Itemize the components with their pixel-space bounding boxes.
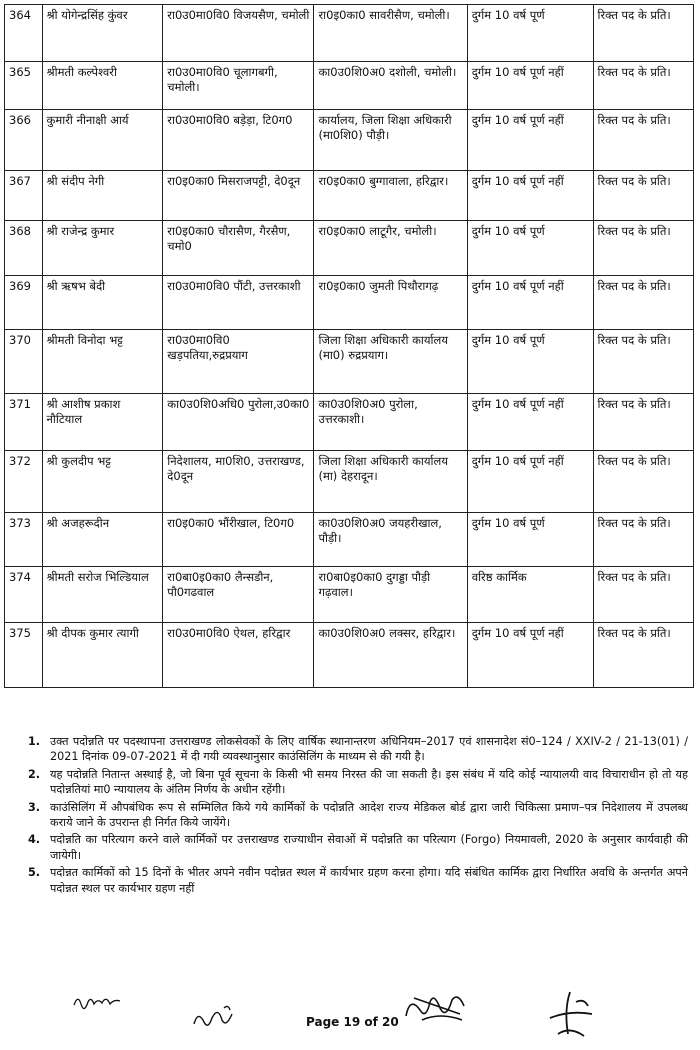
remark-cell: दुर्गम 10 वर्ष पूर्ण नहीं bbox=[467, 171, 593, 221]
new-posting-cell: जिला शिक्षा अधिकारी कार्यालय (मा) देहरादून। bbox=[314, 451, 467, 513]
vacancy-cell: रिक्त पद के प्रति। bbox=[593, 171, 694, 221]
table-row bbox=[5, 513, 694, 567]
table-row bbox=[5, 5, 694, 62]
current-posting-cell: रा0इ0का0 चौरासैण, गैरसैण, चमो0 bbox=[163, 221, 314, 276]
serial-cell: 369 bbox=[5, 276, 43, 330]
name-cell: श्री योगेन्द्रसिंह कुंवर bbox=[42, 5, 163, 62]
name-cell: श्री ऋषभ बेदी bbox=[42, 276, 163, 330]
note-number: 1. bbox=[28, 735, 41, 748]
vacancy-cell: रिक्त पद के प्रति। bbox=[593, 394, 694, 451]
current-posting-cell: रा0इ0का0 मिसराजपट्टी, दे0दून bbox=[163, 171, 314, 221]
new-posting-cell: का0उ0शि0अ0 लक्सर, हरिद्वार। bbox=[314, 623, 467, 688]
note-text: पदोन्नति का परित्याग करने वाले कार्मिकों पर उत्तराखण्ड राज्याधीन सेवाओं में पदोन्नति का परित्याग (Forgo) नियमावली, 2020 के अनुसार कार्यवाही की जायेगी। bbox=[50, 833, 688, 862]
vacancy-cell: रिक्त पद के प्रति। bbox=[593, 276, 694, 330]
current-posting-cell: का0उ0शि0अधि0 पुरोला,उ0का0 bbox=[163, 394, 314, 451]
name-cell: श्री संदीप नेगी bbox=[42, 171, 163, 221]
remark-cell: दुर्गम 10 वर्ष पूर्ण नहीं bbox=[467, 451, 593, 513]
signature-3 bbox=[400, 990, 470, 1026]
serial-cell: 374 bbox=[5, 567, 43, 623]
current-posting-cell: रा0उ0मा0वि0 चूलागबगी, चमोली। bbox=[163, 62, 314, 110]
remark-cell: दुर्गम 10 वर्ष पूर्ण bbox=[467, 221, 593, 276]
remark-cell: दुर्गम 10 वर्ष पूर्ण नहीं bbox=[467, 110, 593, 171]
note-text: उक्त पदोन्नति पर पदस्थापना उत्तराखण्ड लोकसेवकों के लिए वार्षिक स्थानान्तरण अधिनियम–2017 एवं शासनादेश सं0–124 / XXIV-2 / 21-13(01) / 2021 दिनांक 09-07-2021 में दी गयी व्यवस्थानुसार काउंसिलिंग के माध्यम से की गयी है। bbox=[50, 735, 688, 764]
new-posting-cell: रा0बा0इ0का0 दुगड्डा पौड़ी गढ़वाल। bbox=[314, 567, 467, 623]
serial-cell: 370 bbox=[5, 330, 43, 394]
serial-cell: 373 bbox=[5, 513, 43, 567]
note-item bbox=[28, 800, 688, 831]
new-posting-cell: कार्यालय, जिला शिक्षा अधिकारी (मा0शि0) पौड़ी। bbox=[314, 110, 467, 171]
page-number: Page 19 of 20 bbox=[306, 1015, 399, 1029]
serial-cell: 367 bbox=[5, 171, 43, 221]
name-cell: श्री आशीष प्रकाश नौटियाल bbox=[42, 394, 163, 451]
note-number: 3. bbox=[28, 800, 41, 814]
remark-cell: दुर्गम 10 वर्ष पूर्ण नहीं bbox=[467, 62, 593, 110]
current-posting-cell: रा0बा0इ0का0 लैन्सडौन, पौ0गढवाल bbox=[163, 567, 314, 623]
table-row bbox=[5, 330, 694, 394]
serial-cell: 366 bbox=[5, 110, 43, 171]
remark-cell: वरिष्ठ कार्मिक bbox=[467, 567, 593, 623]
current-posting-cell: रा0इ0का0 भौंरीखाल, टि0ग0 bbox=[163, 513, 314, 567]
current-posting-cell: रा0उ0मा0वि0 खड़पतिया,रुद्रप्रयाग bbox=[163, 330, 314, 394]
table-row bbox=[5, 276, 694, 330]
name-cell: श्रीमती विनोदा भट्ट bbox=[42, 330, 163, 394]
remark-cell: दुर्गम 10 वर्ष पूर्ण नहीं bbox=[467, 623, 593, 688]
vacancy-cell: रिक्त पद के प्रति। bbox=[593, 623, 694, 688]
note-item bbox=[28, 832, 688, 863]
current-posting-cell: रा0उ0मा0वि0 पौंटी, उत्तरकाशी bbox=[163, 276, 314, 330]
name-cell: श्रीमती सरोज भिल्डियाल bbox=[42, 567, 163, 623]
remark-cell: दुर्गम 10 वर्ष पूर्ण bbox=[467, 513, 593, 567]
new-posting-cell: रा0इ0का0 जुमती पिथौरागढ़ bbox=[314, 276, 467, 330]
note-number: 5. bbox=[28, 866, 41, 880]
name-cell: श्री राजेन्द्र कुमार bbox=[42, 221, 163, 276]
vacancy-cell: रिक्त पद के प्रति। bbox=[593, 221, 694, 276]
serial-cell: 375 bbox=[5, 623, 43, 688]
serial-cell: 372 bbox=[5, 451, 43, 513]
name-cell: कुमारी नीनाक्षी आर्य bbox=[42, 110, 163, 171]
new-posting-cell: का0उ0शि0अ0 पुरोला, उत्तरकाशी। bbox=[314, 394, 467, 451]
serial-cell: 371 bbox=[5, 394, 43, 451]
table-row bbox=[5, 567, 694, 623]
promotion-table-body bbox=[5, 5, 694, 688]
remark-cell: दुर्गम 10 वर्ष पूर्ण नहीं bbox=[467, 276, 593, 330]
note-text: काउंसिलिंग में औपबंधिक रूप से सम्मिलित किये गये कार्मिकों के पदोन्नति आदेश राज्य मेडिकल बोर्ड द्वारा जारी चिकित्सा प्रमाण–पत्र निदेशालय में उपलब्ध कराये जाने के उपरान्त ही निर्गत किये जायेंगे। bbox=[50, 800, 688, 830]
new-posting-cell: का0उ0शि0अ0 दशोली, चमोली। bbox=[314, 62, 467, 110]
remark-cell: दुर्गम 10 वर्ष पूर्ण नहीं bbox=[467, 394, 593, 451]
name-cell: श्री दीपक कुमार त्यागी bbox=[42, 623, 163, 688]
vacancy-cell: रिक्त पद के प्रति। bbox=[593, 567, 694, 623]
new-posting-cell: जिला शिक्षा अधिकारी कार्यालय (मा0) रुद्रप्रयाग। bbox=[314, 330, 467, 394]
new-posting-cell: का0उ0शि0अ0 जयहरीखाल, पौड़ी। bbox=[314, 513, 467, 567]
signature-2 bbox=[190, 1000, 240, 1034]
note-item bbox=[28, 767, 688, 798]
signature-1 bbox=[72, 990, 122, 1012]
serial-cell: 364 bbox=[5, 5, 43, 62]
name-cell: श्री कुलदीप भट्ट bbox=[42, 451, 163, 513]
new-posting-cell: रा0इ0का0 सावरीसैण, चमोली। bbox=[314, 5, 467, 62]
table-row bbox=[5, 221, 694, 276]
remark-cell: दुर्गम 10 वर्ष पूर्ण bbox=[467, 5, 593, 62]
current-posting-cell: निदेशालय, मा0शि0, उत्तराखण्ड, दे0दून bbox=[163, 451, 314, 513]
current-posting-cell: रा0उ0मा0वि0 ऐथल, हरिद्वार bbox=[163, 623, 314, 688]
table-row bbox=[5, 623, 694, 688]
table-row bbox=[5, 62, 694, 110]
vacancy-cell: रिक्त पद के प्रति। bbox=[593, 451, 694, 513]
promotion-table bbox=[4, 4, 694, 688]
table-row bbox=[5, 110, 694, 171]
table-row bbox=[5, 451, 694, 513]
note-number: 2. bbox=[28, 767, 41, 781]
current-posting-cell: रा0उ0मा0वि0 बड़ेड़ा, टि0ग0 bbox=[163, 110, 314, 171]
page-footer bbox=[0, 1000, 700, 1044]
vacancy-cell: रिक्त पद के प्रति। bbox=[593, 110, 694, 171]
note-item bbox=[28, 734, 688, 765]
signature-4 bbox=[540, 990, 600, 1042]
current-posting-cell: रा0उ0मा0वि0 विजयसैण, चमोली bbox=[163, 5, 314, 62]
vacancy-cell: रिक्त पद के प्रति। bbox=[593, 5, 694, 62]
note-number: 4. bbox=[28, 833, 41, 847]
serial-cell: 368 bbox=[5, 221, 43, 276]
vacancy-cell: रिक्त पद के प्रति। bbox=[593, 62, 694, 110]
note-text: यह पदोन्नति नितान्त अस्थाई है, जो बिना पूर्व सूचना के किसी भी समय निरस्त की जा सकती है। इस संबंध में यदि कोई न्यायालयी वाद विचाराधीन हो तो यह पदोन्नतियां मा0 न्यायालय के अंतिम निर्णय के अधीन रहेंगी। bbox=[50, 767, 688, 797]
remark-cell: दुर्गम 10 वर्ष पूर्ण bbox=[467, 330, 593, 394]
vacancy-cell: रिक्त पद के प्रति। bbox=[593, 513, 694, 567]
new-posting-cell: रा0इ0का0 लाटूगैर, चमोली। bbox=[314, 221, 467, 276]
serial-cell: 365 bbox=[5, 62, 43, 110]
vacancy-cell: रिक्त पद के प्रति। bbox=[593, 330, 694, 394]
table-row bbox=[5, 394, 694, 451]
name-cell: श्रीमती कल्पेश्वरी bbox=[42, 62, 163, 110]
name-cell: श्री अजहरूदीन bbox=[42, 513, 163, 567]
note-text: पदोन्नत कार्मिकों को 15 दिनों के भीतर अपने नवीन पदोन्नत स्थल में कार्यभार ग्रहण करना होगा। यदि संबंधित कार्मिक द्वारा निर्धारित अवधि के अन्तर्गत अपने पदोन्नत स्थल पर कार्यभार ग्रहण नहीं bbox=[50, 866, 688, 895]
note-item bbox=[28, 865, 688, 896]
new-posting-cell: रा0इ0का0 बुग्गावाला, हरिद्वार। bbox=[314, 171, 467, 221]
notes-section bbox=[28, 734, 688, 898]
table-row bbox=[5, 171, 694, 221]
